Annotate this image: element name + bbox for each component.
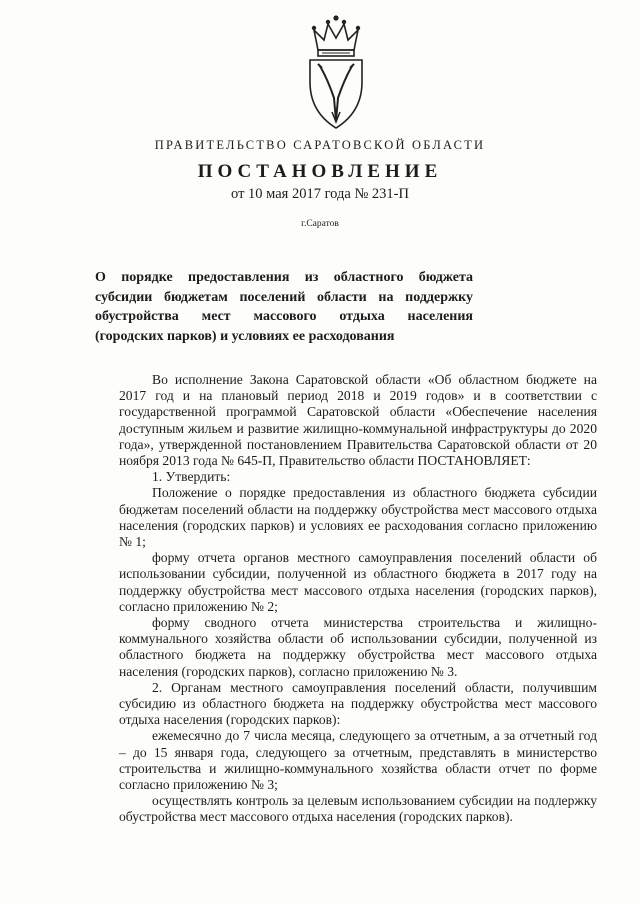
body-paragraph: Во исполнение Закона Саратовской области «Об областном бюджете на 2017 год и на плановый период 2018 и 2019 годов» и в соответствии с государственной программой Саратовской области «Обеспечение населения доступным жильем и развитие жилищно-коммунальной инфраструктуры до 2020 года», утвержденной постановлением Правительства Саратовской области от 20 ноября 2013 года № 645-П, Правительство области ПОСТАНОВЛЯЕТ: (119, 372, 597, 469)
body-paragraph: 1. Утвердить: (152, 469, 231, 485)
title-line: (городских парков) и условиях ее расходования (95, 328, 395, 344)
document-title (95, 268, 473, 346)
body-paragraph: форму отчета органов местного самоуправления поселений области об использовании субсидии, полученной из областного бюджета в 2017 году на поддержку обустройства мест массового отдыха населения (городских парков), согласно приложению № 2; (119, 550, 597, 614)
body-paragraph: осуществлять контроль за целевым использованием субсидии на подлержку обустройства мест массового отдыха населения (городских парков). (119, 793, 597, 825)
body-paragraph: Положение о порядке предоставления из областного бюджета субсидии бюджетам поселений области на поддержку обустройства мест массового отдыха населения (городских парков) и условиях ее расходования согласно приложению № 1; (119, 485, 597, 550)
body-paragraph: форму сводного отчета министерства строительства и жилищно-коммунального хозяйства области об использовании субсидии, полученной из областного бюджета на поддержку обустройства мест массового отдыха населения (городских парков), согласно приложению № 3. (119, 615, 597, 679)
document-city: г.Саратов (301, 219, 339, 229)
title-line: О порядке предоставления из областного бюджета (95, 270, 473, 285)
saratov-coat-of-arms-icon (304, 14, 368, 132)
document-body (119, 372, 597, 826)
document-date-number: от 10 мая 2017 года № 231-П (231, 186, 409, 202)
body-paragraph: 2. Органам местного самоуправления поселений области, получившим субсидию из областного бюджета на поддержку обустройства мест массового отдыха населения (городских парков): (119, 679, 597, 728)
body-paragraph: ежемесячно до 7 числа месяца, следующего за отчетным, а за отчетный год – до 15 января года, следующего за отчетным, представлять в министерство строительства и жилищно-коммунального хозяйства области отчет по форме согласно приложению № 3; (119, 728, 597, 793)
title-line: обустройства мест массового отдыха населения (95, 309, 473, 324)
document-type: ПОСТАНОВЛЕНИЕ (197, 161, 443, 182)
title-line: субсидии бюджетам поселений области на поддержку (95, 289, 473, 305)
government-name: ПРАВИТЕЛЬСТВО САРАТОВСКОЙ ОБЛАСТИ (154, 138, 486, 152)
